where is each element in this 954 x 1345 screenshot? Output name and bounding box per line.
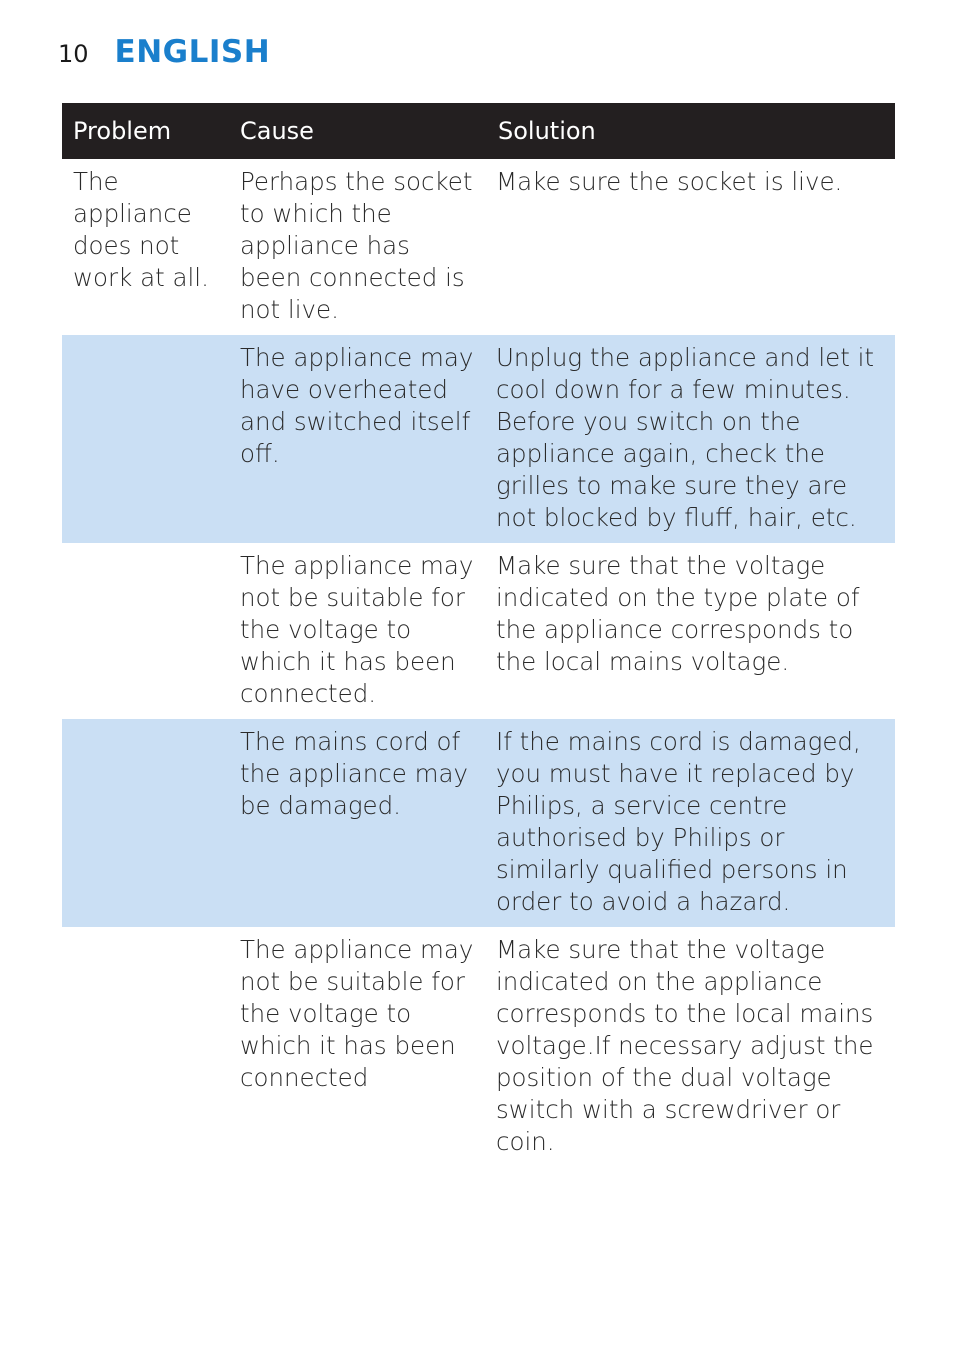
solution-cell: Unplug the appliance and let it cool down for a few minutes. Before you switch on the appliance again, check the grilles to make sure they are not blocked by fluff, hair, etc. [496,343,875,532]
problem-cell [62,927,229,1166]
column-header-cause: Cause [240,117,314,145]
column-header-problem: Problem [73,117,172,145]
problem-cell [62,543,229,719]
cause-cell: The appliance may not be suitable for the voltage to which it has been connected. [240,551,474,708]
solution-cell: Make sure the socket is live. [496,167,843,196]
cause-cell: Perhaps the socket to which the appliance has been connected is not live. [240,167,473,324]
problem-cell [62,719,229,927]
table-row [62,335,895,543]
solution-cell: If the mains cord is damaged, you must have it replaced by Philips, a service centre authorised by Philips or similarly qualified persons in order to avoid a hazard. [496,727,861,916]
cause-cell: The appliance may have overheated and switched itself off. [240,343,474,468]
solution-cell: Make sure that the voltage indicated on the type plate of the appliance corresponds to the local mains voltage. [496,551,860,676]
page-header [58,34,270,74]
table-row [62,927,895,1166]
solution-cell: Make sure that the voltage indicated on the appliance corresponds to the local mains voltage.If necessary adjust the position of the dual voltage switch with a screwdriver or coin. [496,935,874,1156]
cause-cell: The appliance may not be suitable for the voltage to which it has been connected [240,935,474,1092]
troubleshooting-table [62,103,895,1166]
table-header [62,103,895,159]
page-number: 10 [58,40,89,68]
table-header-row [62,103,895,159]
cause-cell: The mains cord of the appliance may be damaged. [240,727,468,820]
column-header-solution: Solution [498,117,596,145]
table-body [62,159,895,1166]
problem-cell: The appliance does not work at all. [73,167,209,292]
problem-cell [62,335,229,543]
table-row [62,719,895,927]
table-row [62,543,895,719]
section-title: ENGLISH [114,34,271,70]
table-row [62,159,895,335]
